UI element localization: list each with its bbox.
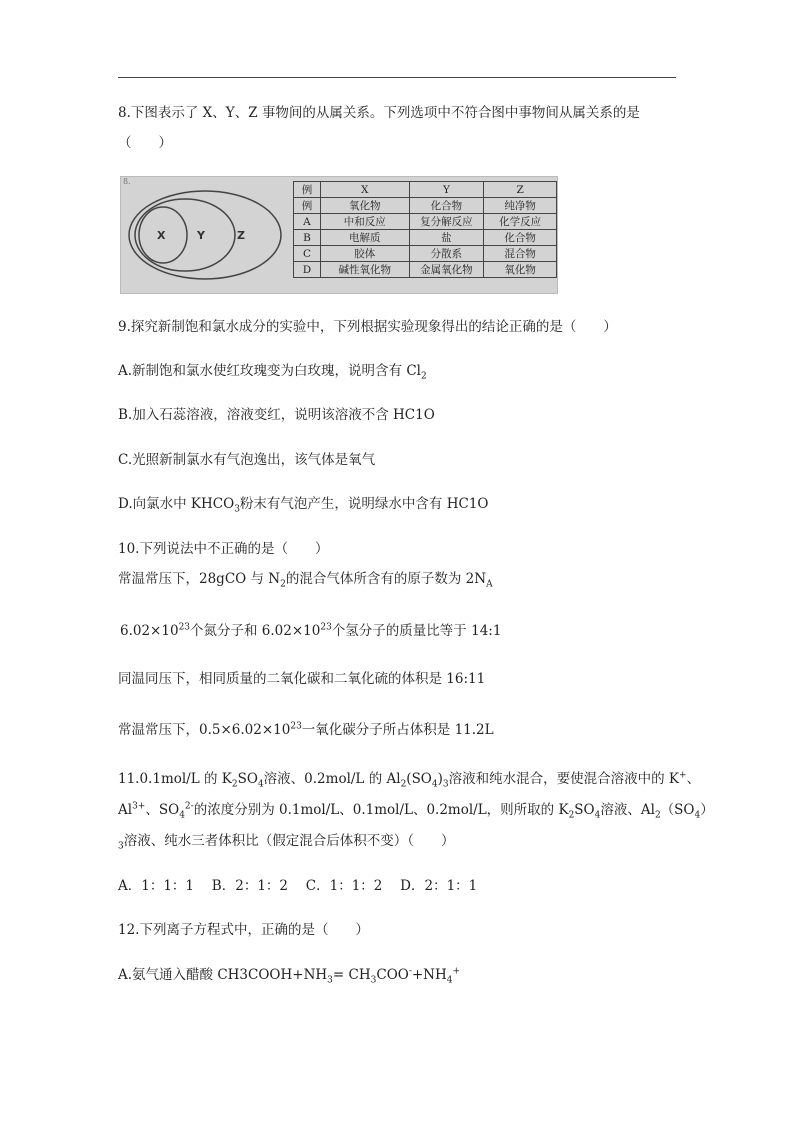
text-run: +NH — [411, 967, 447, 983]
subscript: 3 — [442, 779, 449, 790]
text-run: 常温常压下，0.5×6.02×10 — [118, 722, 291, 738]
oval-y — [135, 199, 235, 271]
text-run: 6.02×10 — [120, 623, 179, 639]
q11-line-2 — [118, 801, 714, 819]
table-cell: 分散系 — [409, 246, 484, 262]
text-run: COO — [376, 967, 409, 983]
superscript: + — [452, 966, 461, 977]
text-run: A.氨气通入醋酸 CH3COOH+NH — [118, 967, 328, 983]
table-row — [294, 262, 557, 278]
q9-option-b: B.加入石蕊溶液，溶液变红，说明该溶液不含 HC1O — [118, 407, 435, 423]
oval-z — [129, 191, 281, 279]
q9-option-c: C.光照新制氯水有气泡逸出，该气体是氧气 — [118, 452, 376, 468]
q8-paren: （ ） — [118, 135, 172, 151]
superscript: 3+ — [132, 801, 146, 812]
table-cell: A — [294, 214, 321, 230]
q9-option-d — [118, 495, 488, 513]
text-run: (SO — [406, 771, 432, 787]
subscript: 2 — [231, 779, 238, 790]
subscript: A — [486, 579, 493, 590]
table-cell: 盐 — [409, 230, 484, 246]
subscript: 4 — [694, 810, 701, 821]
table-cell: 混合物 — [484, 246, 557, 262]
text-run: （SO — [660, 802, 695, 818]
subscript: 2 — [400, 779, 407, 790]
subscript: 3 — [327, 975, 333, 986]
text-run: 溶液、Al — [600, 802, 655, 818]
table-cell: 氧化物 — [320, 198, 409, 214]
table-row — [294, 230, 557, 246]
text-run: 个氮分子和 6.02×10 — [190, 623, 321, 639]
q10-option-2 — [120, 622, 501, 640]
q8-figure — [120, 176, 558, 294]
q9-option-a — [118, 362, 427, 380]
table-cell: 复分解反应 — [409, 214, 484, 230]
text-run: 的混合气体所含有的原子数为 2N — [285, 571, 487, 587]
label-x: X — [157, 229, 166, 242]
table-cell: 氧化物 — [484, 262, 557, 278]
label-y: Y — [197, 229, 205, 242]
venn-diagram — [127, 187, 287, 283]
table-cell: 例 — [294, 182, 321, 198]
text-run: 的浓度分别为 0.1mol/L、0.1mol/L、0.2mol/L，则所取的 K — [193, 802, 569, 818]
text-run: 、 — [686, 771, 701, 787]
table-cell: X — [320, 182, 409, 198]
q10-option-4 — [118, 721, 494, 739]
subscript: 2 — [280, 579, 286, 590]
superscript: 23 — [290, 721, 302, 732]
relation-table — [293, 181, 557, 278]
table-cell: 胶体 — [320, 246, 409, 262]
q12-stem: 12.下列离子方程式中，正确的是（ ） — [118, 922, 369, 938]
table-cell: 电解质 — [320, 230, 409, 246]
label-z: Z — [237, 229, 245, 242]
text-run: 常温常压下，28gCO 与 N — [118, 571, 281, 587]
superscript: - — [408, 966, 412, 977]
q12-option-a — [118, 966, 460, 984]
table-cell: 化合物 — [484, 230, 557, 246]
table-cell: D — [294, 262, 321, 278]
subscript: 4 — [431, 779, 438, 790]
superscript: 23 — [178, 622, 191, 633]
q8-stem: 8.下图表示了 X、Y、Z 事物间的从属关系。下列选项中不符合图中事物间从属关系的是 — [118, 105, 640, 121]
subscript: 3 — [118, 841, 124, 852]
text-run: 11.0.1mol/L 的 K — [118, 771, 232, 787]
subscript: 2 — [654, 810, 661, 821]
text-run: A.新制饱和氯水使红玫瑰变为白玫瑰，说明含有 Cl — [118, 363, 421, 379]
table-cell: 化合物 — [409, 198, 484, 214]
subscript: 3 — [234, 504, 240, 515]
table-cell: 纯净物 — [484, 198, 557, 214]
text-run: Al — [118, 802, 133, 818]
table-cell: 例 — [294, 198, 321, 214]
text-run: 粉末有气泡产生，说明绿水中含有 HC1O — [239, 496, 489, 512]
fig-scan-mark: 8. — [123, 177, 131, 186]
subscript: 4 — [594, 810, 601, 821]
q10-option-3: 同温同压下，相同质量的二氧化碳和二氧化硫的体积是 16:11 — [118, 671, 486, 687]
subscript: 2 — [568, 810, 575, 821]
text-run: SO — [574, 802, 595, 818]
table-row — [294, 246, 557, 262]
text-run: 个氢分子的质量比等于 14:1 — [331, 623, 502, 639]
text-run: SO — [237, 771, 258, 787]
text-run: 一氧化碳分子所占体积是 11.2L — [301, 722, 494, 738]
superscript: 2- — [184, 801, 194, 812]
q10-stem: 10.下列说法中不正确的是（ ） — [118, 541, 329, 557]
text-run: 溶液、纯水三者体积比（假定混合后体积不变）（ ） — [123, 833, 455, 849]
table-cell: 碱性氧化物 — [320, 262, 409, 278]
text-run: = CH — [332, 967, 371, 983]
subscript: 2 — [420, 371, 427, 382]
table-cell: Z — [484, 182, 557, 198]
subscript: 3 — [370, 975, 377, 986]
text-run: ) — [437, 771, 443, 787]
q9-stem: 9.探究新制饱和氯水成分的实验中，下列根据实验现象得出的结论正确的是（ ） — [118, 319, 617, 335]
table-cell: Y — [409, 182, 484, 198]
text-run: 、SO — [145, 802, 180, 818]
q10-option-1 — [118, 570, 493, 588]
table-cell: 中和反应 — [320, 214, 409, 230]
table-cell: 化学反应 — [484, 214, 557, 230]
q11-options: A．1：1：1 B．2：1：2 C．1：1：2 D．2：1：1 — [118, 878, 478, 894]
subscript: 4 — [446, 975, 453, 986]
table-row — [294, 198, 557, 214]
table-cell: 金属氧化物 — [409, 262, 484, 278]
table-row — [294, 214, 557, 230]
superscript: + — [679, 770, 687, 781]
table-cell: C — [294, 246, 321, 262]
superscript: 23 — [320, 622, 332, 633]
table-cell: B — [294, 230, 321, 246]
text-run: 溶液、0.2mol/L 的 Al — [263, 771, 401, 787]
table-header-row — [294, 182, 557, 198]
header-rule — [118, 77, 676, 78]
q11-line-3 — [118, 832, 454, 850]
subscript: 4 — [257, 779, 264, 790]
subscript: 4 — [179, 810, 185, 821]
text-run: D.向氯水中 KHCO — [118, 496, 235, 512]
text-run: 溶液和纯水混合，要使混合溶液中的 K — [448, 771, 680, 787]
text-run: ） — [700, 802, 714, 818]
q11-line-1 — [118, 770, 700, 788]
